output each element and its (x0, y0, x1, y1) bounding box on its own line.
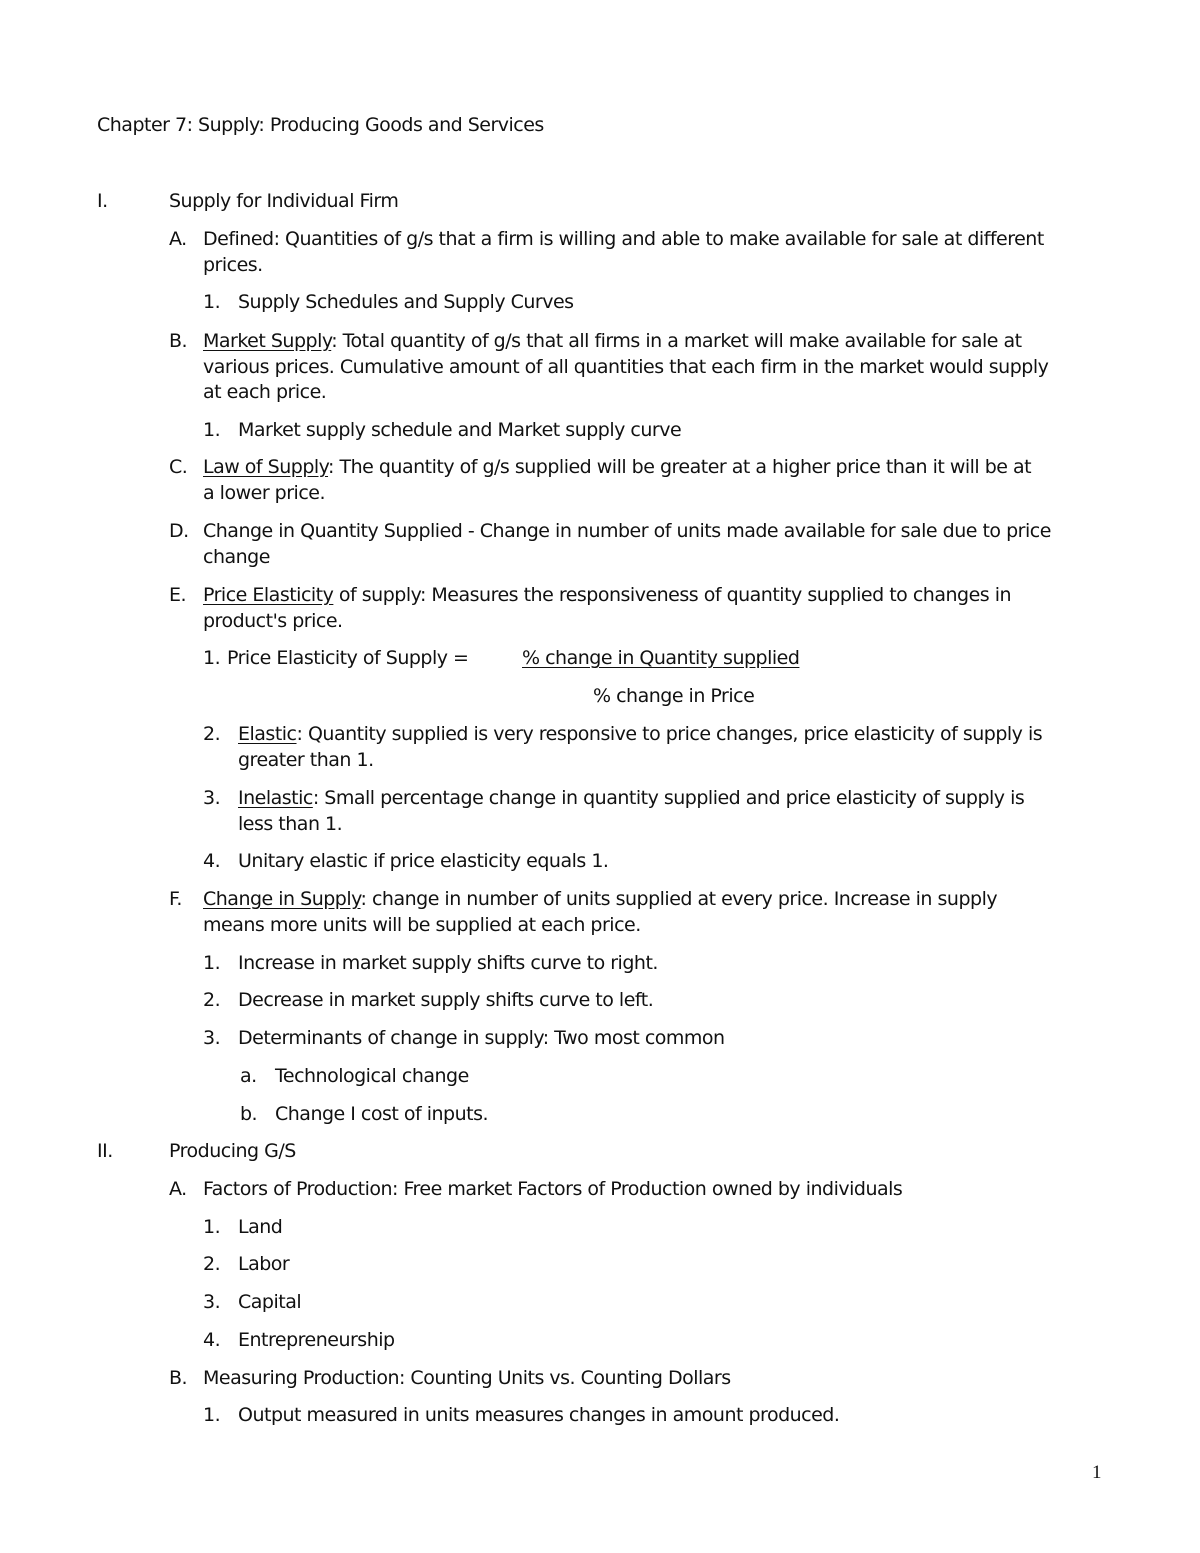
outline-label: 2. (203, 723, 221, 745)
outline-label: 1. (203, 419, 221, 441)
outline-text: greater than 1. (238, 749, 374, 771)
term-elastic: Elastic (238, 723, 297, 745)
list-item: Land (238, 1216, 283, 1238)
outline-text: Unitary elastic if price elasticity equals 1. (238, 850, 609, 872)
outline-text: Measuring Production: Counting Units vs. Counting Dollars (203, 1367, 731, 1389)
outline-text: Increase in market supply shifts curve to right. (238, 952, 658, 974)
term-price-elasticity: Price Elasticity (203, 584, 334, 606)
outline-text: Change in Quantity Supplied - Change in number of units made available for sale due to price (203, 520, 1051, 542)
outline-label: 2. (203, 989, 221, 1011)
outline-label: 3. (203, 1027, 221, 1049)
outline-text: Output measured in units measures changes in amount produced. (238, 1404, 840, 1426)
outline-text: product's price. (203, 610, 343, 632)
outline-text: Factors of Production: Free market Factors of Production owned by individuals (203, 1178, 903, 1200)
outline-text: Market supply schedule and Market supply curve (238, 419, 682, 441)
definition-text: : Total quantity of g/s that all firms in a market will make available for sale at (331, 330, 1022, 352)
list-item: Entrepreneurship (238, 1329, 395, 1351)
outline-text (203, 455, 1031, 479)
list-item: Labor (238, 1253, 290, 1275)
outline-label: 4. (203, 850, 221, 872)
outline-text: various prices. Cumulative amount of all quantities that each firm in the market would supply (203, 356, 1049, 378)
page-title: Chapter 7: Supply: Producing Goods and Services (97, 114, 544, 136)
outline-text: at each price. (203, 381, 327, 403)
definition-text: of supply: Measures the responsiveness of quantity supplied to changes in (333, 584, 1012, 606)
outline-label: C. (169, 456, 188, 478)
outline-text: a lower price. (203, 482, 325, 504)
outline-label: A. (169, 1178, 187, 1200)
outline-text: prices. (203, 254, 263, 276)
section-heading: Supply for Individual Firm (169, 190, 399, 212)
outline-label: 1. (203, 1404, 221, 1426)
outline-text: change (203, 546, 270, 568)
page-number: 1 (1092, 1462, 1102, 1483)
outline-label: 2. (203, 1253, 221, 1275)
outline-text (238, 722, 1042, 746)
outline-text: Defined: Quantities of g/s that a firm is willing and able to make available for sale at different (203, 228, 1044, 250)
outline-label: E. (169, 584, 187, 606)
outline-text: Technological change (275, 1065, 469, 1087)
formula-denominator: % change in Price (593, 685, 755, 707)
section-number: II. (97, 1140, 113, 1162)
outline-label: F. (169, 888, 182, 910)
outline-label: 1. (203, 647, 221, 669)
outline-text: less than 1. (238, 813, 343, 835)
formula-label: Price Elasticity of Supply = (227, 647, 469, 669)
outline-text (203, 329, 1022, 353)
definition-text: : change in number of units supplied at every price. Increase in supply (360, 888, 998, 910)
section-heading: Producing G/S (169, 1140, 296, 1162)
outline-label: A. (169, 228, 187, 250)
term-law-of-supply: Law of Supply (203, 456, 329, 478)
outline-text: Determinants of change in supply: Two most common (238, 1027, 725, 1049)
outline-label: B. (169, 1367, 188, 1389)
outline-text: Change I cost of inputs. (275, 1103, 489, 1125)
outline-label: 1. (203, 952, 221, 974)
formula-numerator: % change in Quantity supplied (522, 647, 800, 669)
outline-label: 1. (203, 1216, 221, 1238)
outline-text: Decrease in market supply shifts curve to left. (238, 989, 654, 1011)
definition-text: : Quantity supplied is very responsive to price changes, price elasticity of supply is (296, 723, 1043, 745)
term-change-in-supply: Change in Supply (203, 888, 361, 910)
outline-text (238, 786, 1024, 810)
outline-label: a. (240, 1065, 257, 1087)
definition-text: : The quantity of g/s supplied will be greater at a higher price than it will be at (328, 456, 1032, 478)
outline-text: Supply Schedules and Supply Curves (238, 291, 574, 313)
definition-text: : Small percentage change in quantity supplied and price elasticity of supply is (312, 787, 1025, 809)
term-market-supply: Market Supply (203, 330, 332, 352)
term-inelastic: Inelastic (238, 787, 313, 809)
outline-text (203, 583, 1011, 607)
outline-label: B. (169, 330, 188, 352)
outline-label: 3. (203, 1291, 221, 1313)
outline-text: means more units will be supplied at each price. (203, 914, 641, 936)
outline-label: b. (240, 1103, 258, 1125)
outline-label: 3. (203, 787, 221, 809)
list-item: Capital (238, 1291, 302, 1313)
outline-label: D. (169, 520, 189, 542)
outline-label: 1. (203, 291, 221, 313)
outline-label: 4. (203, 1329, 221, 1351)
section-number: I. (97, 190, 108, 212)
outline-text (203, 887, 997, 911)
